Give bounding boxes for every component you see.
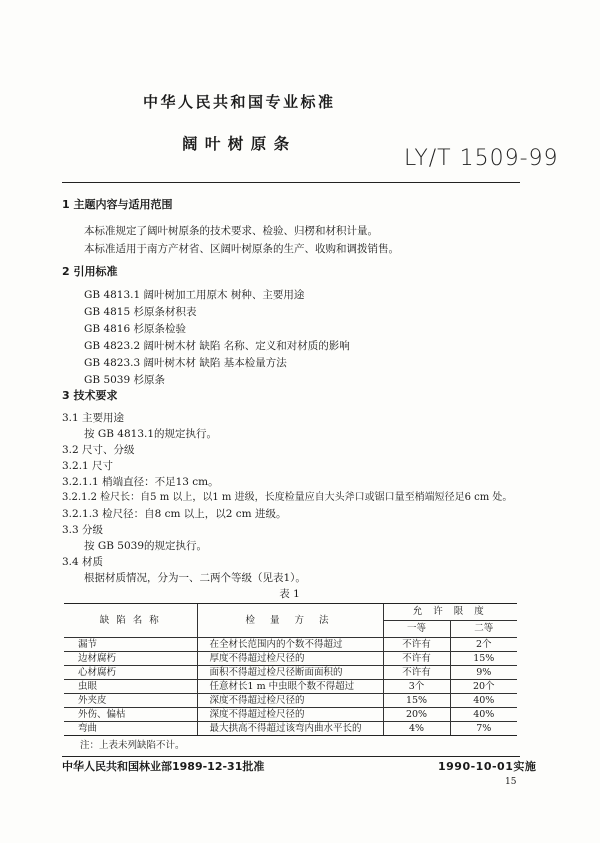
- cell-grade1: 不许有: [383, 638, 450, 652]
- reference-item: GB 4823.2 阔叶树木材 缺陷 名称、定义和对材质的影响: [84, 340, 350, 352]
- document-title: 阔 叶 树 原 条: [182, 135, 291, 153]
- header-method: 检 量 方 法: [197, 604, 383, 638]
- paragraph: 本标准适用于南方产材省、区阔叶树原条的生产、收购和调拨销售。: [84, 243, 399, 255]
- reference-item: GB 4815 杉原条材积表: [84, 306, 197, 318]
- clause-text: 按 GB 5039的规定执行。: [84, 540, 208, 552]
- clause: 3.3 分级: [62, 524, 104, 536]
- clause: 3.1 主要用途: [62, 412, 125, 424]
- table-row: [64, 638, 517, 652]
- cell-grade1: 不许有: [383, 666, 450, 680]
- cell-grade2: 20个: [450, 680, 517, 694]
- cell-grade1: 15%: [383, 694, 450, 708]
- cell-method: 在全材长范围内的个数不得超过: [197, 638, 383, 652]
- cell-grade1: 3个: [383, 680, 450, 694]
- clause: 3.2.1.2 检尺长：自5 m 以上，以1 m 进级，长度检量应自大头斧口或锯口量至梢端短径足6 cm 处。: [62, 492, 513, 503]
- header-defect: 缺 陷 名 称: [64, 604, 197, 638]
- page-number: 15: [505, 777, 517, 787]
- cell-grade2: 40%: [450, 708, 517, 722]
- table-note: 注：上表未列缺陷不计。: [80, 740, 185, 751]
- table-row: [64, 722, 517, 736]
- header-rule: [62, 182, 520, 183]
- cell-grade1: 不许有: [383, 652, 450, 666]
- cell-method: 深度不得超过检尺径的: [197, 708, 383, 722]
- section-2-heading: 2 引用标准: [62, 265, 118, 278]
- section-3-heading: 3 技术要求: [62, 389, 118, 402]
- header-limit: 允 许 限 度: [383, 604, 517, 621]
- reference-item: GB 5039 杉原条: [84, 374, 166, 386]
- cell-defect: 漏节: [64, 638, 197, 652]
- clause: 3.2.1.1 梢端直径：不足13 cm。: [62, 476, 219, 488]
- paragraph: 本标准规定了阔叶树原条的技术要求、检验、归楞和材积计量。: [84, 225, 378, 237]
- clause: 3.2 尺寸、分级: [62, 444, 135, 456]
- cell-defect: 虫眼: [64, 680, 197, 694]
- cell-method: 深度不得超过检尺径的: [197, 694, 383, 708]
- section-1-heading: 1 主题内容与适用范围: [62, 198, 173, 211]
- defect-table: [64, 603, 517, 736]
- table-and-footer-block: [62, 588, 537, 788]
- cell-grade2: 9%: [450, 666, 517, 680]
- reference-item: GB 4816 杉原条检验: [84, 323, 187, 335]
- table-caption: 表 1: [279, 588, 300, 600]
- cell-grade1: 4%: [383, 722, 450, 736]
- cell-defect: 外伤、偏枯: [64, 708, 197, 722]
- reference-item: GB 4813.1 阔叶树加工用原木 树种、主要用途: [84, 289, 305, 301]
- table-row: [64, 694, 517, 708]
- cell-method: 最大拱高不得超过该弯内曲水平长的: [197, 722, 383, 736]
- header-grade1: 一等: [383, 621, 450, 638]
- cell-method: 面积不得超过检尺径断面面积的: [197, 666, 383, 680]
- table-row: [64, 652, 517, 666]
- clause: 3.4 材质: [62, 556, 104, 568]
- cell-method: 厚度不得超过检尺径的: [197, 652, 383, 666]
- table-row: [64, 708, 517, 722]
- cell-method: 任意材长1 m 中虫眼个数不得超过: [197, 680, 383, 694]
- cell-grade2: 40%: [450, 694, 517, 708]
- cell-grade1: 20%: [383, 708, 450, 722]
- cell-defect: 边材腐朽: [64, 652, 197, 666]
- handwritten-code: LY/T 1509-99: [404, 146, 559, 171]
- clause-text: 根据材质情况，分为一、二两个等级（见表1）。: [84, 572, 306, 584]
- clause: 3.2.1 尺寸: [62, 460, 114, 472]
- cell-defect: 心材腐朽: [64, 666, 197, 680]
- header-grade2: 二等: [450, 621, 517, 638]
- clause-text: 按 GB 4813.1的规定执行。: [84, 428, 218, 440]
- cell-grade2: 15%: [450, 652, 517, 666]
- effective-date: 1990-10-01实施: [438, 760, 537, 773]
- cell-defect: 弯曲: [64, 722, 197, 736]
- cell-grade2: 2个: [450, 638, 517, 652]
- approval-text: 中华人民共和国林业部1989-12-31批准: [62, 760, 265, 773]
- reference-item: GB 4823.3 阔叶树木材 缺陷 基本检量方法: [84, 357, 287, 369]
- cell-defect: 外夹皮: [64, 694, 197, 708]
- table-row: [64, 680, 517, 694]
- footer-rule: [62, 756, 520, 757]
- clause: 3.2.1.3 检尺径：自8 cm 以上，以2 cm 进级。: [62, 508, 287, 520]
- cell-grade2: 7%: [450, 722, 517, 736]
- table-row: [64, 666, 517, 680]
- standard-category: 中华人民共和国专业标准: [143, 93, 336, 111]
